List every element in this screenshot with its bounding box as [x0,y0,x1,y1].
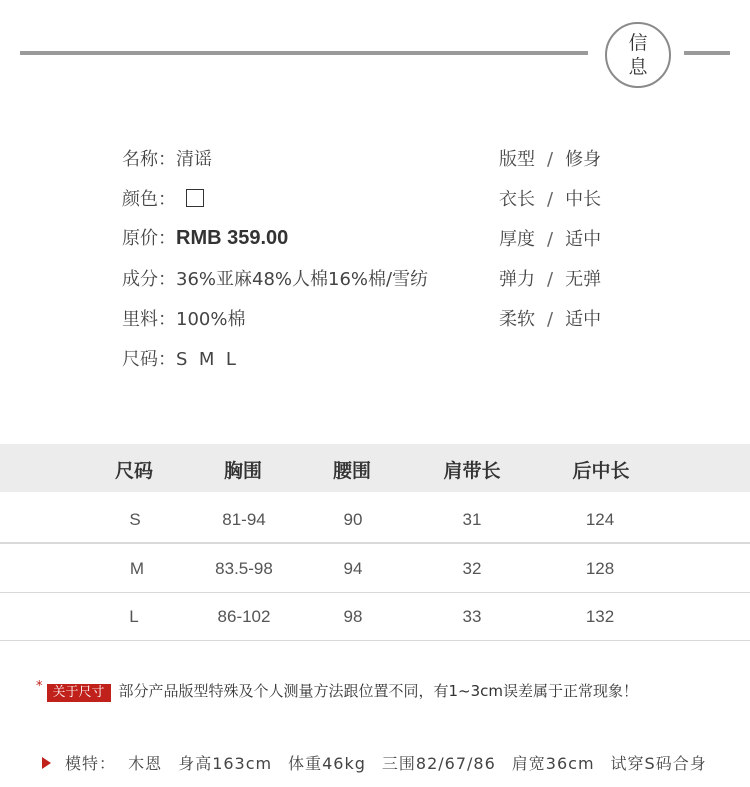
price-value: RMB 359.00 [176,227,289,249]
table-row [0,592,750,641]
model-measurements: 三围82/67/86 [381,754,496,773]
play-triangle-icon [42,757,51,769]
size-value: S M L [176,349,236,370]
color-label: 颜色： [122,189,176,210]
attr-separator: / [547,189,554,210]
model-name: 模特： 木恩 [65,754,163,773]
table-cell: M [129,559,145,578]
attr-separator: / [547,309,554,330]
attr-separator: / [547,149,554,170]
color-swatch [186,189,204,207]
table-cell: 83.5-98 [215,559,273,578]
header-divider-left [20,51,588,55]
attr-label: 厚度 [499,229,535,250]
table-cell: L [129,607,139,626]
name-label: 名称： [122,149,176,170]
col-header-chest: 胸围 [223,460,263,482]
price-label: 原价： [122,228,176,249]
size-label: 尺码： [122,349,176,370]
attr-fit [499,145,601,171]
attr-value: 修身 [565,149,602,170]
info-price [122,224,288,250]
info-composition [122,265,428,291]
model-fit: 试穿S码合身 [610,754,707,773]
composition-value: 36%亚麻48%人棉16%棉/雪纺 [176,269,429,290]
attr-label: 柔软 [499,309,535,330]
attr-value: 适中 [565,229,602,250]
table-row [0,544,750,593]
size-table-header [0,444,750,492]
table-cell: 31 [462,510,482,529]
model-info [42,751,707,774]
table-cell: 32 [462,559,482,578]
attr-separator: / [547,269,554,290]
attr-separator: / [547,229,554,250]
table-cell: 132 [585,607,615,626]
table-cell: 94 [343,559,363,578]
attr-softness [499,305,601,331]
attr-thickness [499,225,601,251]
info-color [122,185,204,211]
table-cell: S [129,510,141,529]
table-cell: 98 [343,607,363,626]
size-note [36,680,638,702]
info-badge [605,22,671,88]
attr-elasticity [499,265,601,291]
composition-label: 成分： [122,269,176,290]
table-cell: 81-94 [222,510,266,529]
note-tag: 关于尺寸 [47,684,111,702]
col-header-strap: 肩带长 [443,460,501,482]
attr-label: 弹力 [499,269,535,290]
model-weight: 体重46kg [288,754,366,773]
info-lining [122,305,245,331]
attr-label: 版型 [499,149,535,170]
attr-value: 适中 [565,309,602,330]
col-header-size: 尺码 [114,460,154,482]
table-cell: 124 [585,510,615,529]
attr-label: 衣长 [499,189,535,210]
attr-value: 无弹 [565,269,602,290]
info-badge-top: 信 [628,32,648,54]
model-height: 身高163cm [178,754,273,773]
table-cell: 90 [343,510,363,529]
table-cell: 86-102 [217,607,271,626]
table-cell: 33 [462,607,482,626]
info-size [122,345,236,371]
lining-label: 里料： [122,309,176,330]
note-star: * [36,679,43,694]
attr-length [499,185,601,211]
table-cell: 128 [585,559,615,578]
info-name [122,145,212,171]
lining-value: 100%棉 [176,309,246,330]
col-header-waist: 腰围 [332,460,372,482]
attr-value: 中长 [565,189,602,210]
table-top-border [0,542,750,543]
info-badge-bottom: 息 [628,56,648,78]
model-shoulder: 肩宽36cm [511,754,595,773]
note-text: 部分产品版型特殊及个人测量方法跟位置不同，有1~3cm误差属于正常现象！ [118,682,639,700]
header-divider-right [684,51,730,55]
table-row [0,495,750,544]
name-value: 清谣 [176,149,212,170]
col-header-back-length: 后中长 [572,460,630,482]
